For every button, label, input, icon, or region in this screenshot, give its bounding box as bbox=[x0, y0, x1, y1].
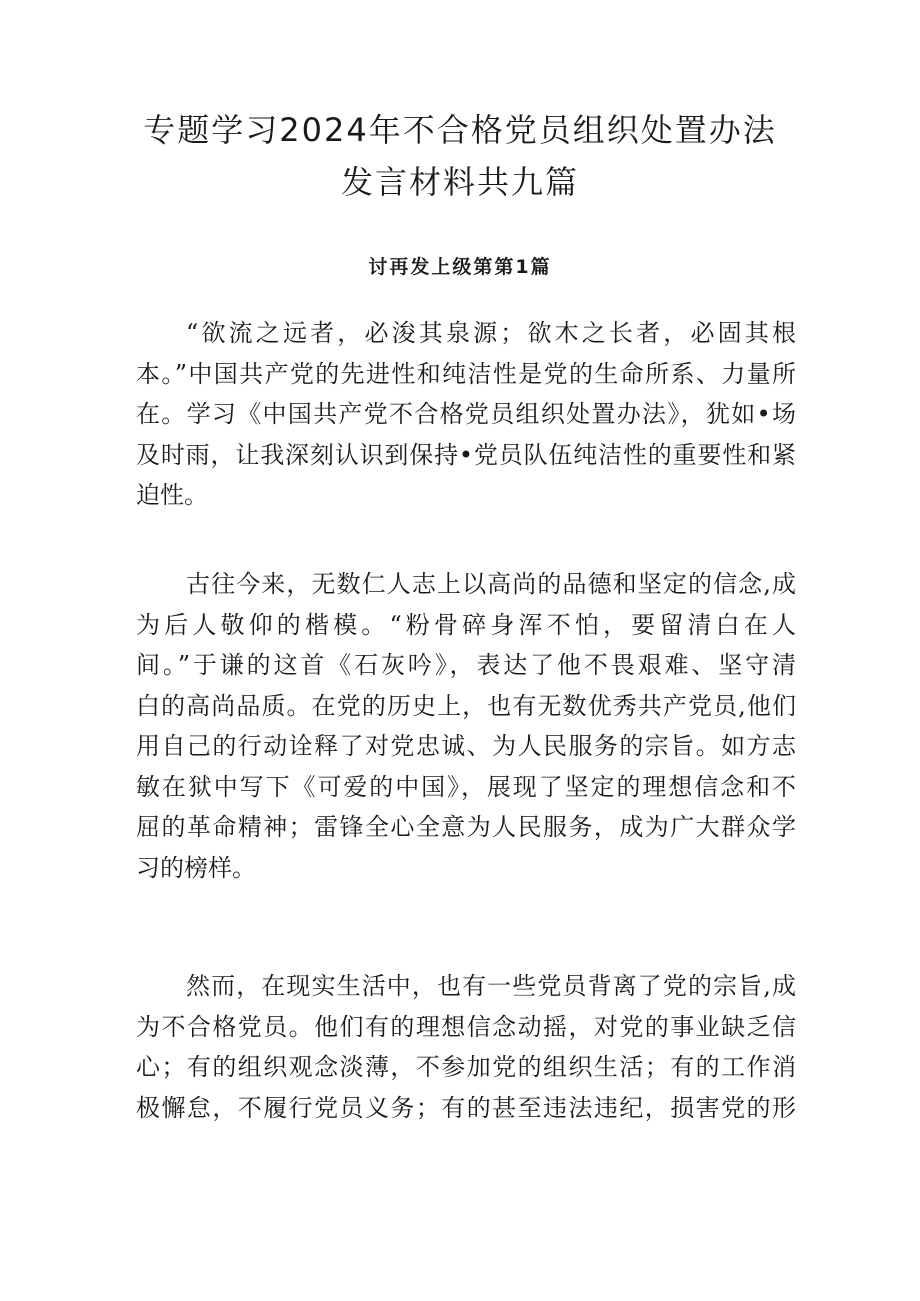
paragraph-line: 用自己的行动诠释了对党忠诚、为人民服务的宗旨。如方志 bbox=[136, 732, 796, 760]
paragraph-line: 心；有的组织观念淡薄，不参加党的组织生活；有的工作消 bbox=[136, 1053, 796, 1081]
paragraph-line: 习的榜样。 bbox=[136, 853, 256, 882]
paragraph-line: 然而，在现实生活中，也有一些党员背离了党的宗旨,成 bbox=[186, 972, 796, 1000]
document-title bbox=[100, 104, 820, 208]
title-line-2: 发言材料共九篇 bbox=[340, 163, 579, 201]
paragraph-line: 极懈怠，不履行党员义务；有的甚至违法违纪，损害党的形 bbox=[136, 1093, 796, 1122]
paragraph-1 bbox=[136, 313, 796, 516]
section-heading: 讨再发上级第第1篇 bbox=[368, 256, 552, 278]
paragraph-line: 及时雨，让我深刻认识到保持•党员队伍纯洁性的重要性和紧 bbox=[136, 440, 796, 469]
paragraph-line: 屈的革命精神；雷锋全心全意为人民服务，成为广大群众学 bbox=[136, 813, 796, 841]
paragraph-line: 为不合格党员。他们有的理想信念动摇，对党的事业缺乏信 bbox=[136, 1012, 796, 1041]
paragraph-line: 白的高尚品质。在党的历史上，也有无数优秀共产党员,他们 bbox=[136, 691, 796, 720]
paragraph-line: 为后人敬仰的楷模。“粉骨碎身浑不怕，要留清白在人 bbox=[136, 610, 796, 639]
paragraph-line: 敏在狱中写下《可爱的中国》，展现了坚定的理想信念和不 bbox=[136, 772, 796, 801]
paragraph-line: “欲流之远者，必浚其泉源；欲木之长者，必固其根 bbox=[186, 319, 796, 347]
paragraph-2 bbox=[136, 564, 796, 888]
paragraph-line: 迫性。 bbox=[136, 481, 208, 509]
title-line-1: 专题学习2024年不合格党员组织处置办法 bbox=[143, 111, 777, 149]
paragraph-line: 本。”中国共产党的先进性和纯洁性是党的生命所系、力量所 bbox=[136, 359, 796, 388]
paragraph-line: 在。学习《中国共产党不合格党员组织处置办法》，犹如•场 bbox=[136, 400, 796, 428]
paragraph-line: 古往今来，无数仁人志上以高尚的品德和坚定的信念,成 bbox=[186, 570, 796, 598]
paragraph-line: 间。”于谦的这首《石灰吟》，表达了他不畏艰难、坚守清 bbox=[136, 651, 796, 679]
paragraph-3 bbox=[136, 966, 796, 1128]
